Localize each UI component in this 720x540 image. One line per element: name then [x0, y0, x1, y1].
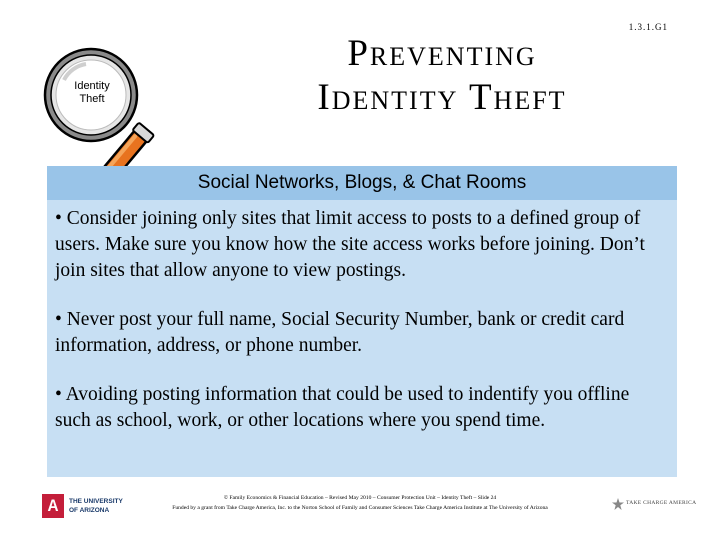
- section-header: Social Networks, Blogs, & Chat Rooms: [47, 166, 677, 200]
- university-logo: [42, 494, 132, 522]
- footer-line2: Funded by a grant from Take Charge America, Inc. to the Norton School of Family and Consumer Sciences Take Charge America Institute at The University of Arizona: [172, 505, 548, 511]
- bullet-item: • Avoiding posting information that could be used to indentify you offline such as school, work, or other locations where you spend time.: [55, 384, 630, 431]
- page-title: [262, 32, 622, 120]
- ua-line1: THE UNIVERSITY: [69, 498, 123, 505]
- take-charge-america-logo: [612, 496, 697, 514]
- bullet-item: • Never post your full name, Social Security Number, bank or credit card information, address, or phone number.: [55, 309, 625, 356]
- content-box: [47, 166, 677, 477]
- ua-line2: OF ARIZONA: [69, 507, 110, 514]
- magnifier-label: [58, 80, 126, 106]
- slide-code: 1.3.1.G1: [628, 22, 668, 32]
- bullet-item: • Consider joining only sites that limit access to posts to a defined group of users. Make sure you know how the site access works before joining. Don’t join sites that allow anyone to view postings.: [55, 208, 645, 281]
- tc-star-icon: [612, 498, 624, 510]
- magnifier-label-line1: Identity: [74, 80, 110, 92]
- footer: [0, 488, 720, 540]
- title-line2: Identity Theft: [317, 77, 567, 118]
- footer-line1: © Family Economics & Financial Education – Revised May 2010 – Consumer Protection Unit – Identity Theft – Slide 24: [223, 495, 497, 501]
- footer-credits: [130, 493, 590, 513]
- tc-logo-text: TAKE CHARGE AMERICA: [626, 500, 697, 506]
- title-line1: Preventing: [347, 33, 537, 74]
- bullet-list: [47, 200, 677, 434]
- magnifier-label-line2: Theft: [79, 93, 105, 105]
- ua-mark: A: [42, 494, 64, 518]
